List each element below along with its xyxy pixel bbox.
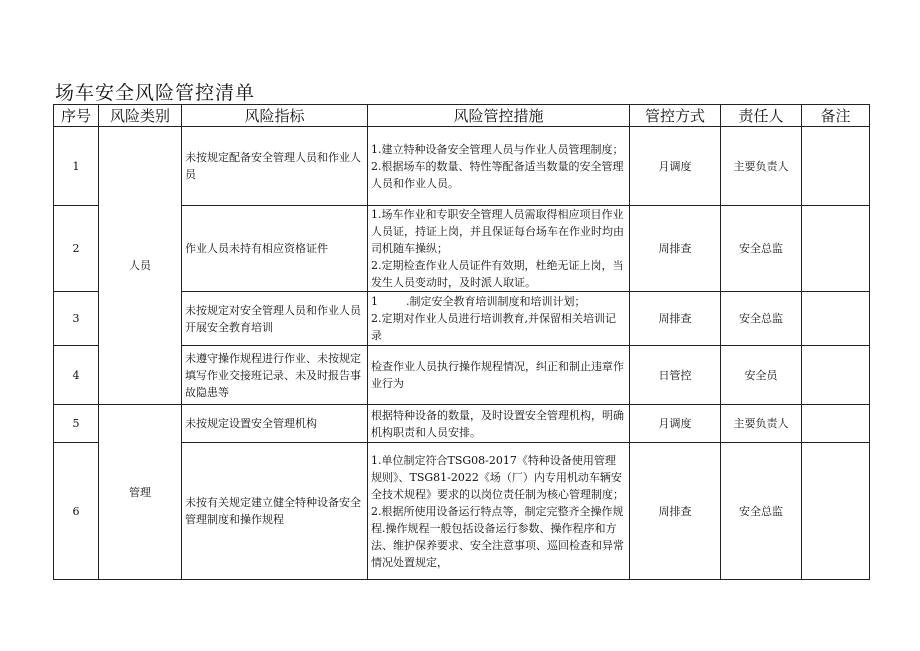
responsible-person: 主要负责人 (721, 127, 802, 206)
control-method: 月调度 (630, 405, 721, 443)
responsible-person: 安全员 (721, 346, 802, 405)
header-category: 风险类别 (99, 105, 182, 127)
control-method: 月调度 (630, 127, 721, 206)
measure-item: 2.定期对作业人员进行培训教育,并保留相关培训记录 (371, 312, 616, 342)
row-no: 2 (54, 206, 99, 292)
row-no: 4 (54, 346, 99, 405)
header-method: 管控方式 (630, 105, 721, 127)
responsible-person: 安全总监 (721, 443, 802, 580)
responsible-person: 安全总监 (721, 292, 802, 346)
control-measures (368, 443, 630, 580)
remark-cell (802, 127, 870, 206)
measure-item: 检查作业人员执行操作规程情况，纠正和制止违章作业行为 (371, 360, 624, 390)
measure-item: 根据特种设备的数量，及时设置安全管理机构，明确机构职责和人员安排。 (371, 408, 624, 439)
header-row (54, 105, 870, 127)
table-row (54, 405, 870, 443)
risk-indicator: 未按有关规定建立健全特种设备安全管理制度和操作规程 (182, 443, 368, 580)
risk-indicator: 未遵守操作规程进行作业、未按规定填写作业交接班记录、未及时报告事故隐患等 (182, 346, 368, 405)
header-note: 备注 (802, 105, 870, 127)
row-no: 6 (54, 443, 99, 580)
measure-item: 1.单位制定符合TSG08-2017《特种设备使用管理规则》、TSG81-2022《场（厂）内专用机动车辆安全技术规程》要求的以岗位责任制为核心管理制度； (371, 453, 624, 501)
measure-item: 1.场车作业和专职安全管理人员需取得相应项目作业人员证，持证上岗，并且保证每台场车在作业时均由司机随车操纵； (371, 208, 624, 255)
remark-cell (802, 443, 870, 580)
control-method: 周排查 (630, 292, 721, 346)
category-cell-management: 管理 (99, 405, 182, 580)
header-no: 序号 (54, 105, 99, 127)
control-measures (368, 405, 630, 443)
measure-item: 2.定期检查作业人员证件有效期，杜绝无证上岗，当发生人员变动时，及时派人取证。 (371, 259, 624, 289)
row-no: 5 (54, 405, 99, 443)
measure-item: 1 .制定安全教育培训制度和培训计划； (371, 295, 586, 308)
control-method: 周排查 (630, 206, 721, 292)
risk-indicator: 未按规定对安全管理人员和作业人员开展安全教育培训 (182, 292, 368, 346)
control-measures (368, 206, 630, 292)
measure-item: 2.根据所使用设备运行特点等，制定完整齐全操作规程.操作规程一般包括设备运行参数、操作程序和方法、维护保养要求、安全注意事项、巡回检查和异常情况处置规定， (371, 504, 624, 569)
remark-cell (802, 405, 870, 443)
header-owner: 责任人 (721, 105, 802, 127)
remark-cell (802, 292, 870, 346)
category-cell-personnel: 人员 (99, 127, 182, 405)
remark-cell (802, 206, 870, 292)
header-indicator: 风险指标 (182, 105, 368, 127)
table-row (54, 127, 870, 206)
risk-control-table (53, 104, 870, 580)
remark-cell (802, 346, 870, 405)
control-measures (368, 292, 630, 346)
row-no: 3 (54, 292, 99, 346)
page-title: 场车安全风险管控清单 (55, 82, 256, 104)
risk-indicator: 未按规定配备安全管理人员和作业人员 (182, 127, 368, 206)
risk-indicator: 作业人员未持有相应资格证件 (182, 206, 368, 292)
responsible-person: 主要负责人 (721, 405, 802, 443)
control-measures (368, 127, 630, 206)
measure-item: 1.建立特种设备安全管理人员与作业人员管理制度； (371, 142, 624, 156)
control-measures (368, 346, 630, 405)
risk-indicator: 未按规定设置安全管理机构 (182, 405, 368, 443)
row-no: 1 (54, 127, 99, 206)
measure-item: 2.根据场车的数量、特性等配备适当数量的安全管理人员和作业人员。 (371, 159, 624, 190)
header-measures: 风险管控措施 (368, 105, 630, 127)
control-method: 日管控 (630, 346, 721, 405)
control-method: 周排查 (630, 443, 721, 580)
responsible-person: 安全总监 (721, 206, 802, 292)
